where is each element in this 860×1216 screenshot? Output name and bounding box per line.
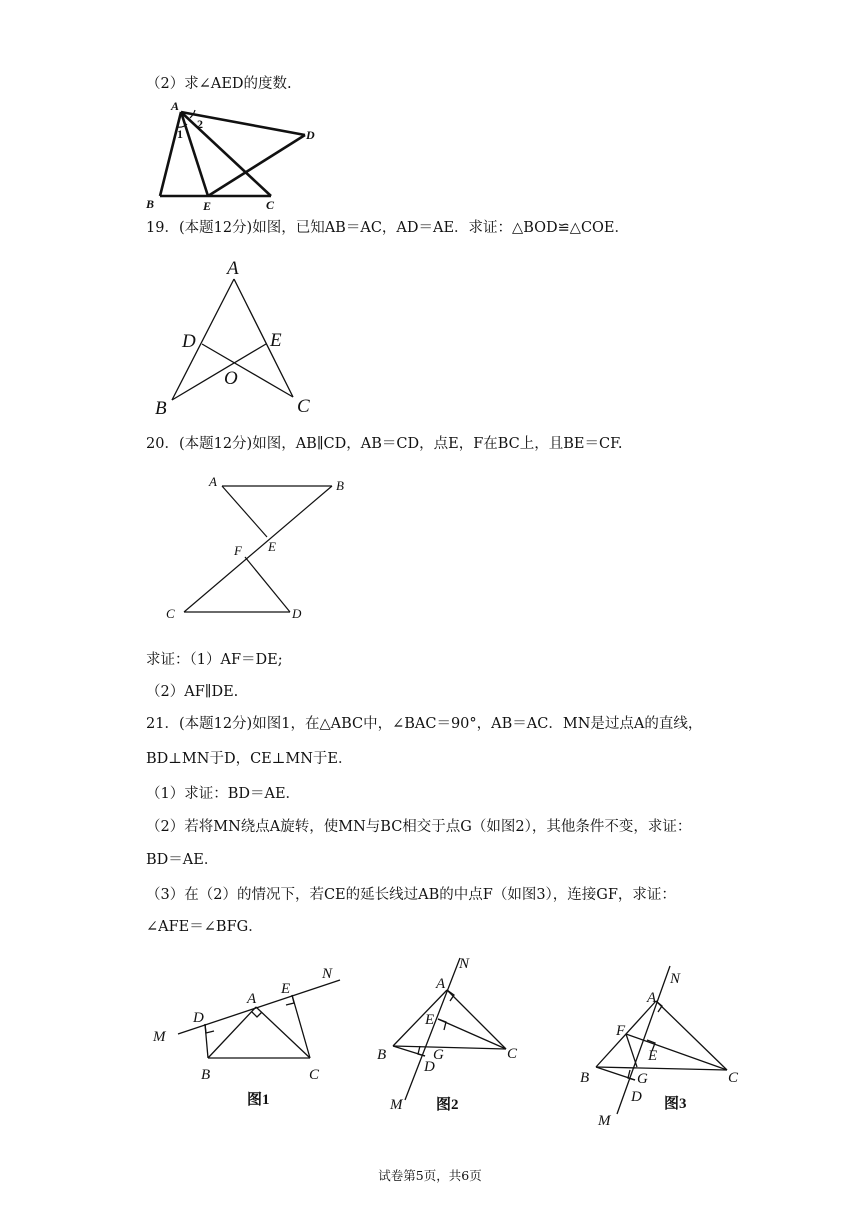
q20-prove-2: （2）AF∥DE. — [146, 684, 239, 700]
fig21-2-label-A: A — [436, 976, 446, 992]
q19-stem: 19．(本题12分)如图，已知AB＝AC，AD＝AE．求证：△BOD≌△COE． — [146, 220, 630, 236]
fig21-2-label-G: G — [433, 1047, 444, 1063]
fig20-label-F: F — [234, 543, 242, 558]
fig18-line-ED — [208, 135, 305, 196]
fig21-2-line-CE — [438, 1019, 506, 1049]
fig21-3-label-G: G — [637, 1071, 648, 1087]
fig21-3-label-D: D — [631, 1089, 642, 1105]
fig21-1-line-AC — [256, 1007, 310, 1058]
fig21-2-line-AC — [447, 990, 506, 1049]
fig21-3-line-BC — [596, 1067, 727, 1070]
fig21-2-label-M: M — [390, 1097, 403, 1113]
fig21-1-label-E: E — [281, 981, 291, 997]
fig21-1-label-C: C — [309, 1067, 320, 1083]
fig18-label-two: 2 — [197, 117, 203, 131]
fig21-1-label-M: M — [153, 1029, 166, 1045]
fig21-2-caption: 图2 — [436, 1097, 459, 1113]
fig21-1-line-CE — [292, 995, 310, 1058]
fig20-label-A: A — [209, 474, 217, 489]
fig19-label-C: C — [297, 396, 310, 417]
fig19-label-B: B — [155, 398, 167, 419]
fig21-2-line-AB — [393, 990, 447, 1046]
fig21-2-line-BC — [393, 1046, 506, 1049]
fig21-1-rightangle-A — [252, 1012, 262, 1017]
figure-q21-2 — [370, 950, 540, 1115]
q21-part3-line2: ∠AFE＝∠BFG． — [146, 919, 263, 935]
q21-part2-line2: BD＝AE． — [146, 852, 219, 868]
fig21-3-label-M: M — [598, 1113, 611, 1129]
fig20-line-BC — [184, 486, 332, 612]
fig21-1-label-N: N — [322, 966, 333, 982]
fig18-label-D: D — [306, 128, 315, 142]
fig21-3-label-F: F — [616, 1023, 626, 1039]
fig20-label-C: C — [166, 606, 175, 621]
fig21-3-label-E: E — [648, 1048, 658, 1064]
figure-q21-1 — [145, 960, 350, 1110]
figure-q18 — [140, 98, 330, 213]
fig18-label-E: E — [203, 199, 212, 213]
fig18-label-C: C — [266, 198, 275, 212]
q21-stem-line1: 21．(本题12分)如图1，在△ABC中，∠BAC＝90°，AB＝AC．MN是过点A的直线， — [146, 716, 703, 732]
fig21-1-rightangle-D — [205, 1024, 214, 1033]
q18-part2-text: （2）求∠AED的度数. — [146, 76, 292, 92]
fig21-1-caption: 图1 — [247, 1092, 270, 1108]
fig20-label-D: D — [292, 606, 302, 621]
q21-part1: （1）求证：BD＝AE． — [146, 786, 301, 802]
fig21-2-label-C: C — [507, 1046, 518, 1062]
q20-stem: 20．(本题12分)如图，AB∥CD，AB＝CD，点E，F在BC上，且BE＝CF. — [146, 436, 623, 452]
q20-prove-1: 求证：（1）AF＝DE; — [146, 652, 283, 668]
fig21-1-line-AB — [208, 1007, 256, 1058]
fig21-1-label-A: A — [247, 991, 257, 1007]
fig19-label-E: E — [270, 330, 282, 351]
page-footer: 试卷第5页，共6页 — [378, 1168, 482, 1183]
fig21-3-line-FG — [626, 1034, 637, 1067]
fig19-label-O: O — [224, 368, 238, 389]
fig21-2-label-E: E — [425, 1012, 435, 1028]
figure-q21-3 — [575, 960, 750, 1130]
fig21-2-label-D: D — [424, 1059, 435, 1075]
fig20-line-AE — [222, 486, 267, 537]
fig21-3-line-CF — [626, 1034, 727, 1070]
fig21-1-label-B: B — [201, 1067, 211, 1083]
fig18-line-AB — [160, 112, 181, 196]
q21-stem-line2: BD⊥MN于D，CE⊥MN于E． — [146, 751, 353, 767]
figure-q20 — [160, 470, 360, 625]
fig18-label-one: 1 — [177, 127, 183, 141]
fig21-2-rightangle-E — [438, 1019, 446, 1030]
fig19-label-A: A — [227, 258, 239, 279]
fig21-2-line-MN — [405, 958, 460, 1100]
fig19-label-D: D — [182, 331, 196, 352]
fig20-line-FD — [245, 557, 290, 612]
fig21-3-label-A: A — [647, 990, 657, 1006]
fig20-label-E: E — [268, 539, 276, 554]
fig21-3-line-AC — [656, 1001, 727, 1070]
q21-part2-line1: （2）若将MN绕点A旋转，使MN与BC相交于点G（如图2），其他条件不变，求证： — [146, 819, 692, 835]
fig18-label-B: B — [146, 197, 155, 211]
q21-part3-line1: （3）在（2）的情况下，若CE的延长线过AB的中点F（如图3），连接GF，求证： — [146, 887, 676, 903]
fig20-label-B: B — [336, 478, 344, 493]
fig21-3-label-C: C — [728, 1070, 739, 1086]
fig21-3-label-N: N — [670, 971, 681, 987]
fig18-label-A: A — [171, 99, 180, 113]
fig21-2-label-N: N — [459, 956, 470, 972]
fig21-2-label-B: B — [377, 1047, 387, 1063]
fig21-3-label-B: B — [580, 1070, 590, 1086]
fig21-1-label-D: D — [193, 1010, 204, 1026]
figure-q19 — [150, 255, 320, 420]
fig21-3-caption: 图3 — [664, 1096, 687, 1112]
